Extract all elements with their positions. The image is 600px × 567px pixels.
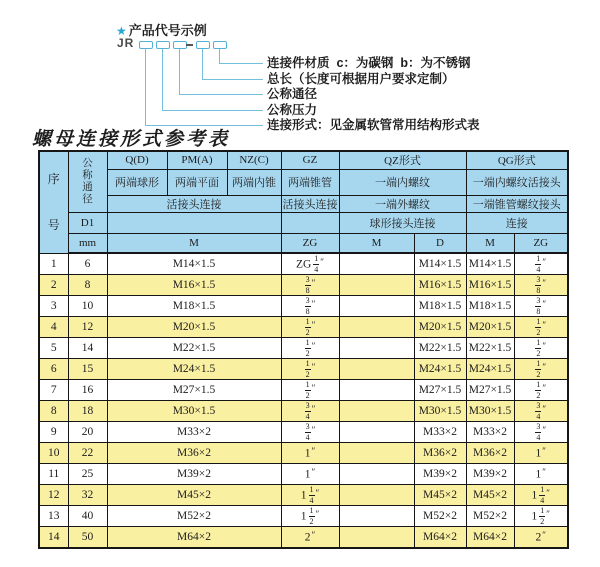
- cell-qg-zg: $\frac{3}{4}$ ″: [514, 401, 568, 422]
- nut-connection-table: [38, 150, 569, 549]
- cell-gz-zg: 1″: [281, 464, 339, 485]
- header-desc-qd: 两端球形: [107, 169, 167, 195]
- cell-gz-zg: 2″: [281, 527, 339, 549]
- cell-seq: 2: [39, 275, 68, 296]
- label-total-length: 总长（长度可根据用户要求定制）: [267, 72, 455, 86]
- cell-gz-zg: $\frac{1}{2}$ ″: [281, 359, 339, 380]
- label-nominal-pressure: 公称压力: [267, 103, 318, 117]
- table-row: [39, 401, 568, 422]
- cell-qg-m: M33×2: [466, 422, 514, 443]
- code-box-5: [213, 41, 227, 49]
- cell-qz-m: [339, 275, 414, 296]
- cell-seq: 3: [39, 296, 68, 317]
- cell-qg-m: M45×2: [466, 485, 514, 506]
- cell-m-thread: M33×2: [107, 422, 281, 443]
- cell-qg-zg: $\frac{1}{2}$ ″: [514, 317, 568, 338]
- table-row: [39, 275, 568, 296]
- cell-seq: 6: [39, 359, 68, 380]
- cell-qg-zg: $\frac{1}{2}$ ″: [514, 359, 568, 380]
- cell-dn-mm: 40: [68, 506, 107, 527]
- header-taper-thread-qg: 一端锥管螺纹接头: [466, 195, 568, 212]
- cell-qg-m: M64×2: [466, 527, 514, 549]
- cell-qg-m: M22×1.5: [466, 338, 514, 359]
- header-code-nzc: NZ(C): [227, 151, 281, 169]
- cell-qz-m: [339, 359, 414, 380]
- table-row: [39, 359, 568, 380]
- table-title: 螺母连接形式参考表: [32, 128, 231, 150]
- cell-qg-m: M27×1.5: [466, 380, 514, 401]
- header-connect-qg: 连接: [466, 212, 568, 233]
- cell-qg-zg: $\frac{3}{8}$ ″: [514, 275, 568, 296]
- cell-m-thread: M27×1.5: [107, 380, 281, 401]
- cell-qg-m: M18×1.5: [466, 296, 514, 317]
- cell-qz-m: [339, 464, 414, 485]
- header-unit-qz-d: D: [414, 233, 466, 253]
- code-box-3: [173, 41, 187, 49]
- cell-qg-m: M30×1.5: [466, 401, 514, 422]
- cell-qg-zg: $\frac{1}{2}$ ″: [514, 338, 568, 359]
- cell-dn-mm: 12: [68, 317, 107, 338]
- header-unit-qg-zg: ZG: [514, 233, 568, 253]
- cell-qz-m: [339, 253, 414, 275]
- table-row: [39, 443, 568, 464]
- header-empty-m: [107, 212, 281, 233]
- cell-qz-d: M20×1.5: [414, 317, 466, 338]
- cell-qz-m: [339, 380, 414, 401]
- cell-qz-d: M16×1.5: [414, 275, 466, 296]
- cell-gz-zg: ZG $\frac{1}{4}$ ″: [281, 253, 339, 275]
- table-row: [39, 296, 568, 317]
- code-box-2: [156, 41, 170, 49]
- cell-dn-mm: 6: [68, 253, 107, 275]
- cell-qg-zg: 1 $\frac{1}{2}$ ″: [514, 506, 568, 527]
- header-code-gz: GZ: [281, 151, 339, 169]
- cell-qz-m: [339, 485, 414, 506]
- header-desc-nzc: 两端内锥: [227, 169, 281, 195]
- header-code-pma: PM(A): [167, 151, 227, 169]
- cell-m-thread: M20×1.5: [107, 317, 281, 338]
- header-ball-joint-qz: 球形接头连接: [339, 212, 466, 233]
- header-union-joint-gz: 活接头连接: [281, 195, 339, 212]
- cell-seq: 1: [39, 253, 68, 275]
- cell-gz-zg: 1″: [281, 443, 339, 464]
- cell-seq: 9: [39, 422, 68, 443]
- header-code-qd: Q(D): [107, 151, 167, 169]
- cell-dn-mm: 14: [68, 338, 107, 359]
- header-union-joint: 活接头连接: [107, 195, 281, 212]
- cell-m-thread: M39×2: [107, 464, 281, 485]
- diagram-title-text: 产品代号示例: [128, 23, 207, 38]
- table-row: [39, 527, 568, 549]
- cell-qg-zg: $\frac{1}{4}$ ″: [514, 253, 568, 275]
- connector-line-5: [145, 49, 263, 126]
- cell-qg-zg: 1 $\frac{1}{4}$ ″: [514, 485, 568, 506]
- cell-m-thread: M30×1.5: [107, 401, 281, 422]
- cell-gz-zg: $\frac{3}{8}$ ″: [281, 296, 339, 317]
- cell-seq: 5: [39, 338, 68, 359]
- cell-qz-m: [339, 296, 414, 317]
- table-row: [39, 338, 568, 359]
- cell-qg-m: M36×2: [466, 443, 514, 464]
- table-row: [39, 317, 568, 338]
- cell-qz-d: M30×1.5: [414, 401, 466, 422]
- cell-gz-zg: $\frac{3}{4}$ ″: [281, 401, 339, 422]
- cell-seq: 11: [39, 464, 68, 485]
- cell-qz-m: [339, 527, 414, 549]
- star-icon: ★: [116, 24, 127, 38]
- cell-qg-m: M52×2: [466, 506, 514, 527]
- cell-qz-d: M52×2: [414, 506, 466, 527]
- cell-dn-mm: 8: [68, 275, 107, 296]
- cell-qz-d: M33×2: [414, 422, 466, 443]
- cell-dn-mm: 15: [68, 359, 107, 380]
- label-nominal-diameter: 公称通径: [267, 87, 318, 101]
- cell-qz-d: M27×1.5: [414, 380, 466, 401]
- cell-qg-m: M24×1.5: [466, 359, 514, 380]
- cell-qg-zg: 2″: [514, 527, 568, 549]
- cell-qg-m: M39×2: [466, 464, 514, 485]
- cell-gz-zg: $\frac{3}{8}$ ″: [281, 275, 339, 296]
- table-row: [39, 253, 568, 275]
- cell-qz-d: M18×1.5: [414, 296, 466, 317]
- header-d1: D1: [68, 212, 107, 233]
- header-ext-thread-qz: 一端外螺纹: [339, 195, 466, 212]
- cell-qz-d: M64×2: [414, 527, 466, 549]
- cell-dn-mm: 25: [68, 464, 107, 485]
- header-code-qg: QG形式: [466, 151, 568, 169]
- header-seq: 序号: [39, 151, 68, 253]
- cell-qz-d: M39×2: [414, 464, 466, 485]
- label-material: 连接件材质 c：为碳钢 b：为不锈钢: [267, 56, 471, 70]
- cell-gz-zg: 1 $\frac{1}{4}$ ″: [281, 485, 339, 506]
- header-unit-m: M: [107, 233, 281, 253]
- cell-dn-mm: 10: [68, 296, 107, 317]
- cell-gz-zg: $\frac{1}{2}$ ″: [281, 380, 339, 401]
- cell-m-thread: M22×1.5: [107, 338, 281, 359]
- cell-dn-mm: 20: [68, 422, 107, 443]
- cell-qz-d: M45×2: [414, 485, 466, 506]
- cell-qg-zg: $\frac{3}{4}$ ″: [514, 422, 568, 443]
- cell-qz-m: [339, 317, 414, 338]
- cell-qz-d: M14×1.5: [414, 253, 466, 275]
- cell-seq: 14: [39, 527, 68, 549]
- cell-qg-m: M14×1.5: [466, 253, 514, 275]
- cell-qg-m: M16×1.5: [466, 275, 514, 296]
- cell-qg-zg: 1″: [514, 464, 568, 485]
- cell-seq: 8: [39, 401, 68, 422]
- header-unit-zg: ZG: [281, 233, 339, 253]
- cell-qz-d: M36×2: [414, 443, 466, 464]
- header-empty-gz: [281, 212, 339, 233]
- cell-qg-zg: $\frac{1}{2}$ ″: [514, 380, 568, 401]
- cell-qz-m: [339, 401, 414, 422]
- code-box-1: [139, 41, 153, 49]
- cell-m-thread: M52×2: [107, 506, 281, 527]
- cell-qz-m: [339, 443, 414, 464]
- cell-gz-zg: $\frac{1}{2}$ ″: [281, 317, 339, 338]
- cell-dn-mm: 22: [68, 443, 107, 464]
- header-mm: mm: [68, 233, 107, 253]
- cell-gz-zg: $\frac{1}{2}$ ″: [281, 338, 339, 359]
- cell-m-thread: M14×1.5: [107, 253, 281, 275]
- table-row: [39, 380, 568, 401]
- header-desc-pma: 两端平面: [167, 169, 227, 195]
- cell-qz-m: [339, 506, 414, 527]
- header-code-qz: QZ形式: [339, 151, 466, 169]
- cell-qz-d: M24×1.5: [414, 359, 466, 380]
- cell-m-thread: M16×1.5: [107, 275, 281, 296]
- header-desc-qz: 一端内螺纹: [339, 169, 466, 195]
- cell-dn-mm: 50: [68, 527, 107, 549]
- cell-m-thread: M36×2: [107, 443, 281, 464]
- cell-m-thread: M45×2: [107, 485, 281, 506]
- cell-qz-m: [339, 338, 414, 359]
- header-unit-qg-m: M: [466, 233, 514, 253]
- cell-dn-mm: 18: [68, 401, 107, 422]
- cell-m-thread: M18×1.5: [107, 296, 281, 317]
- product-code-prefix: JR: [117, 36, 135, 50]
- header-nominal-dia: 公称通径: [68, 151, 107, 212]
- cell-m-thread: M24×1.5: [107, 359, 281, 380]
- cell-m-thread: M64×2: [107, 527, 281, 549]
- cell-gz-zg: $\frac{3}{4}$ ″: [281, 422, 339, 443]
- header-unit-qz-m: M: [339, 233, 414, 253]
- cell-qz-m: [339, 422, 414, 443]
- code-box-4: [196, 41, 210, 49]
- header-desc-qg: 一端内螺纹活接头: [466, 169, 568, 195]
- cell-qg-zg: $\frac{3}{8}$ ″: [514, 296, 568, 317]
- cell-qg-zg: 1″: [514, 443, 568, 464]
- table-row: [39, 422, 568, 443]
- cell-seq: 12: [39, 485, 68, 506]
- label-connection-type: 连接形式：见金属软管常用结构形式表: [267, 118, 480, 132]
- table-body: [39, 253, 568, 548]
- table-row: [39, 464, 568, 485]
- header-desc-gz: 两端锥管: [281, 169, 339, 195]
- table-row: [39, 485, 568, 506]
- code-dash: [186, 44, 193, 46]
- cell-seq: 10: [39, 443, 68, 464]
- cell-qg-m: M20×1.5: [466, 317, 514, 338]
- cell-dn-mm: 16: [68, 380, 107, 401]
- cell-dn-mm: 32: [68, 485, 107, 506]
- cell-gz-zg: 1 $\frac{1}{2}$ ″: [281, 506, 339, 527]
- table-row: [39, 506, 568, 527]
- cell-seq: 4: [39, 317, 68, 338]
- cell-seq: 7: [39, 380, 68, 401]
- cell-seq: 13: [39, 506, 68, 527]
- cell-qz-d: M22×1.5: [414, 338, 466, 359]
- table-header: [39, 151, 568, 253]
